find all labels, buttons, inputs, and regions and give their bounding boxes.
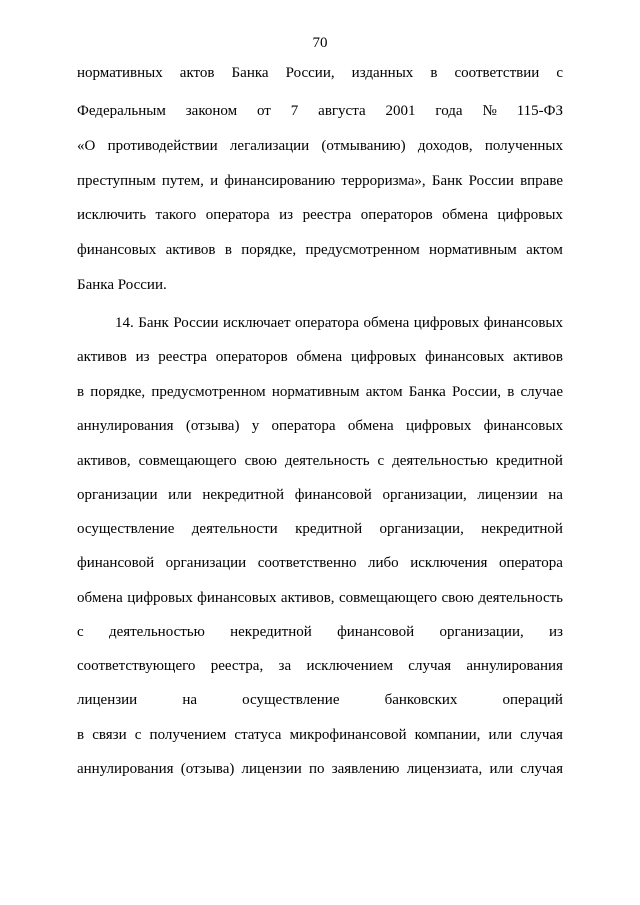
page-number: 70 <box>312 35 328 51</box>
text-word: доходов, <box>417 138 473 154</box>
text-word: реестра <box>158 349 208 365</box>
text-word: полученных <box>484 138 563 154</box>
text-word: противодействии <box>107 138 218 154</box>
text-line <box>77 313 563 333</box>
text-word: активов <box>77 349 127 365</box>
text-word: статуса <box>234 727 282 743</box>
text-word: на <box>548 487 563 503</box>
text-word: кредитной <box>295 521 363 537</box>
text-line <box>77 382 563 402</box>
text-word: порядке, <box>241 242 297 258</box>
text-word: нормативных <box>77 65 163 81</box>
text-word: организации, <box>382 487 467 503</box>
text-word: у <box>251 418 260 434</box>
text-word: оператора <box>205 207 270 223</box>
text-word: микрофинансовой <box>289 727 407 743</box>
text-word: по <box>308 761 325 777</box>
text-word: (отзыва) <box>180 761 235 777</box>
text-word: обмена <box>363 315 410 331</box>
text-word: соответствии <box>454 65 540 81</box>
text-word: легализации <box>229 138 310 154</box>
text-word: банковских <box>384 692 458 708</box>
text-line <box>77 136 563 156</box>
text-line <box>77 347 563 367</box>
text-word: некредитной <box>481 521 563 537</box>
text-word: случае <box>520 384 563 400</box>
text-line <box>77 240 563 260</box>
text-line <box>77 101 563 121</box>
text-word: оператора <box>271 418 336 434</box>
text-word: с <box>377 453 385 469</box>
text-line <box>77 416 563 436</box>
text-word: деятельностью <box>392 453 488 469</box>
text-word: активов, <box>280 590 335 606</box>
text-line <box>77 63 563 83</box>
text-word: финансированию <box>224 173 336 189</box>
text-word: компании, <box>414 727 481 743</box>
text-word: с <box>134 727 142 743</box>
text-word: России, <box>452 384 501 400</box>
text-line <box>77 622 563 642</box>
text-word: Банка <box>231 65 269 81</box>
text-word: операторов <box>360 207 433 223</box>
text-word: аннулирования <box>77 761 174 777</box>
text-word: России, <box>285 65 335 81</box>
text-word: на <box>182 692 198 708</box>
text-word: осуществление <box>77 521 175 537</box>
text-word: исключить <box>77 207 147 223</box>
text-word: реестра <box>302 207 352 223</box>
text-word: предусмотренном <box>151 384 266 400</box>
text-word: финансовых <box>77 242 157 258</box>
text-word: и <box>210 173 219 189</box>
text-word: нормативным <box>429 242 517 258</box>
text-word: активов <box>165 242 216 258</box>
text-word: финансовой <box>337 624 415 640</box>
text-word: соответственно <box>257 555 357 571</box>
text-word: из <box>135 349 150 365</box>
text-word: 14. <box>115 315 134 331</box>
text-line <box>77 725 563 745</box>
text-word: за <box>278 658 292 674</box>
text-word: актом <box>526 242 563 258</box>
text-word: финансовых <box>425 349 505 365</box>
text-word: исключает <box>223 315 291 331</box>
text-word: с <box>556 65 563 81</box>
text-word: такого <box>155 207 197 223</box>
text-word: финансовой <box>294 487 372 503</box>
text-word: кредитной <box>495 453 563 469</box>
text-word: исключением <box>306 658 393 674</box>
text-word: некредитной <box>230 624 312 640</box>
text-word: исключения <box>410 555 488 571</box>
text-line <box>77 553 563 573</box>
text-word: свою <box>244 453 277 469</box>
text-word: либо <box>368 555 399 571</box>
text-word: активов, <box>77 453 131 469</box>
text-word: деятельность <box>284 453 370 469</box>
text-word: нормативным <box>271 384 360 400</box>
text-line <box>77 519 563 539</box>
text-line <box>77 275 563 295</box>
text-word: изданных <box>351 65 414 81</box>
text-word: организации <box>77 487 158 503</box>
text-word: лицензии <box>241 761 302 777</box>
text-word: деятельностью <box>108 624 205 640</box>
text-line <box>77 205 563 225</box>
text-word: операций <box>502 692 563 708</box>
text-word: деятельности <box>191 521 278 537</box>
text-word: аннулирования <box>466 658 563 674</box>
text-word: или <box>488 727 513 743</box>
text-word: случая <box>520 761 563 777</box>
text-word: обмена <box>77 590 123 606</box>
text-word: финансовых <box>483 418 563 434</box>
text-word: соответствующего <box>77 658 196 674</box>
text-word: цифровых <box>127 590 193 606</box>
text-word: свою <box>441 590 474 606</box>
text-word: некредитной <box>202 487 285 503</box>
text-word: актом <box>365 384 403 400</box>
text-line <box>77 759 563 779</box>
text-word: организации, <box>439 624 524 640</box>
text-word: законом <box>185 103 238 119</box>
text-word: финансовых <box>483 315 563 331</box>
text-line <box>77 171 563 191</box>
text-word: аннулирования <box>77 418 174 434</box>
text-word: августа <box>318 103 366 119</box>
text-line <box>77 690 563 710</box>
text-word: или <box>168 487 192 503</box>
text-word: преступным <box>77 173 156 189</box>
text-word: оператора <box>295 315 359 331</box>
text-word: терроризма», <box>341 173 426 189</box>
text-line <box>77 588 563 608</box>
text-word: деятельность <box>478 590 563 606</box>
text-word: «О <box>77 138 96 154</box>
text-word: (отмыванию) <box>321 138 406 154</box>
text-word: операторов <box>215 349 288 365</box>
text-word: порядке, <box>90 384 146 400</box>
text-word: совмещающего <box>339 590 438 606</box>
text-word: осуществление <box>242 692 340 708</box>
text-word: цифровых <box>497 207 563 223</box>
text-word: или <box>489 761 514 777</box>
text-word: организации, <box>379 521 464 537</box>
text-word: лицензии <box>77 692 138 708</box>
text-word: от <box>256 103 271 119</box>
text-word: 2001 <box>385 103 416 119</box>
text-word: Банк <box>138 315 169 331</box>
text-word: лицензии <box>477 487 538 503</box>
text-word: в <box>77 384 85 400</box>
text-word: актов <box>179 65 215 81</box>
text-word: в <box>77 727 85 743</box>
text-word: цифровых <box>350 349 417 365</box>
text-word: случая <box>408 658 452 674</box>
text-word: заявлению <box>331 761 400 777</box>
text-word: с <box>77 624 84 640</box>
text-word: вправе <box>520 173 563 189</box>
text-word: организации <box>165 555 247 571</box>
text-line <box>77 656 563 676</box>
text-word: в <box>224 242 232 258</box>
text-line <box>77 485 563 505</box>
text-word: Федеральным <box>77 103 166 119</box>
text-word: в <box>430 65 438 81</box>
text-word: финансовой <box>77 555 155 571</box>
text-line <box>77 451 563 471</box>
text-word: цифровых <box>413 315 480 331</box>
text-word: получением <box>149 727 227 743</box>
text-word: случая <box>520 727 563 743</box>
text-word: лицензиата, <box>406 761 483 777</box>
text-word: совмещающего <box>138 453 237 469</box>
text-word: Банка <box>408 384 446 400</box>
text-word: предусмотренном <box>305 242 420 258</box>
text-word: финансовых <box>197 590 277 606</box>
text-word: России <box>173 315 219 331</box>
text-word: в <box>507 384 515 400</box>
text-word: оператора <box>498 555 563 571</box>
text-word: обмена <box>296 349 343 365</box>
text-word: России <box>468 173 514 189</box>
text-word: путем, <box>161 173 204 189</box>
text-word: реестра, <box>210 658 264 674</box>
text-word: активов <box>513 349 563 365</box>
text-word: из <box>549 624 563 640</box>
text-word: № <box>482 103 497 119</box>
text-word: (отзыва) <box>185 418 240 434</box>
text-word: 115-ФЗ <box>516 103 563 119</box>
text-word: цифровых <box>405 418 472 434</box>
text-word: из <box>279 207 294 223</box>
text-word: Банка России. <box>77 277 167 293</box>
text-word: обмена <box>442 207 488 223</box>
text-word: обмена <box>347 418 394 434</box>
text-word: связи <box>92 727 127 743</box>
text-word: 7 <box>290 103 299 119</box>
text-word: года <box>435 103 463 119</box>
text-word: Банк <box>431 173 463 189</box>
